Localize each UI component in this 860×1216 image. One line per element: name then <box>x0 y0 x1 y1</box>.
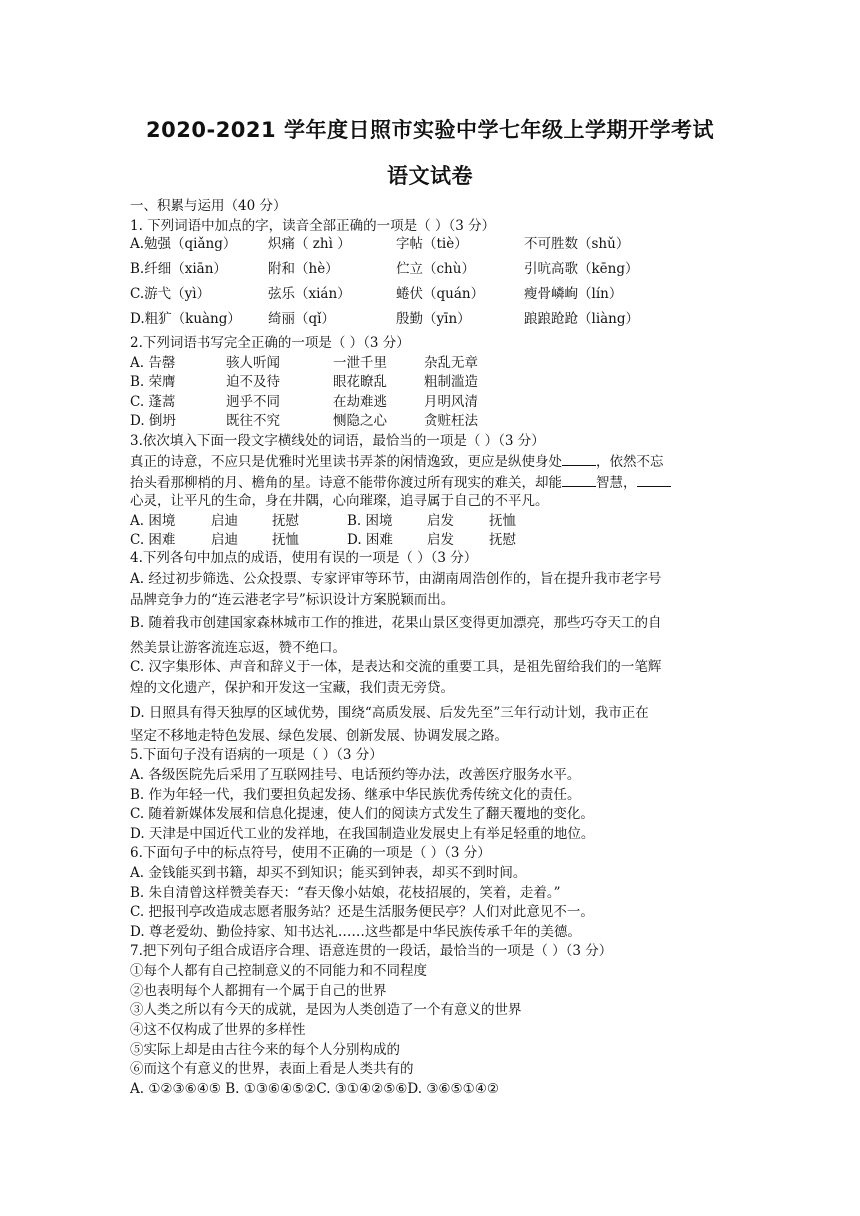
q3-option: 抚慰 <box>272 513 299 529</box>
q3-option: 启迪 <box>211 532 238 548</box>
q3-text: ，依然不忘 <box>596 454 664 470</box>
q4-option-line: 然美景让游客流连忘返，赞不绝口。 <box>130 640 346 656</box>
q3-option: A. 困境 <box>130 513 176 529</box>
q1-option: 瘦骨嶙峋（lín） <box>524 286 623 302</box>
q3-option: 启发 <box>427 532 454 548</box>
q4-option-line: A. 经过初步筛选、公众投票、专家评审等环节，由湖南周浩创作的，旨在提升我市老字号 <box>130 571 662 587</box>
q5-option: A. 各级医院先后采用了互联网挂号、电话预约等办法，改善医疗服务水平。 <box>130 767 581 783</box>
q3-option: 启发 <box>427 513 454 529</box>
q1-option: 蜷伏（quán） <box>396 286 485 302</box>
question-4-stem: 4.下列各句中加点的成语，使用有误的一项是（ ）（3 分） <box>130 550 478 566</box>
q1-option: 殷勤（yīn） <box>396 311 471 327</box>
q3-passage-line <box>130 472 730 493</box>
q6-option: C. 把报刊亭改造成志愿者服务站？还是生活服务便民亭？人们对此意见不一。 <box>130 904 594 920</box>
q3-option: 抚恤 <box>489 513 516 529</box>
q7-options: A. ①②③⑥④⑤ B. ①③⑥④⑤②C. ③①④②⑤⑥D. ③⑥⑤①④② <box>130 1081 499 1097</box>
q7-sentence: ③人类之所以有今天的成就，是因为人类创造了一个有意义的世界 <box>130 1002 522 1018</box>
q1-option: 弦乐（xián） <box>268 286 351 302</box>
q4-option-line: D. 日照具有得天独厚的区域优势，围绕“高质发展、后发先至”三年行动计划，我市正在 <box>130 705 649 721</box>
question-6-stem: 6.下面句子中的标点符号，使用不正确的一项是（ ）（3 分） <box>130 845 491 861</box>
question-2-stem: 2.下列词语书写完全正确的一项是（ ）（3 分） <box>130 335 410 351</box>
q2-option: C. 蓬蒿 <box>130 394 176 410</box>
q3-passage-line <box>130 451 730 472</box>
q3-option: D. 困难 <box>347 532 393 548</box>
question-1-stem: 1. 下列词语中加点的字，读音全部正确的一项是（ ）（3 分） <box>130 218 496 234</box>
q5-option: C. 随着新媒体发展和信息化提速，使人们的阅读方式发生了翻天覆地的变化。 <box>130 806 594 822</box>
q1-option: 伫立（chù） <box>396 261 475 277</box>
q5-option: B. 作为年轻一代，我们要担负起发扬、继承中华民族优秀传统文化的责任。 <box>130 787 581 803</box>
question-3-stem: 3.依次填入下面一段文字横线处的词语，最恰当的一项是（ ）（3 分） <box>130 433 545 449</box>
q2-option: A. 告罄 <box>130 355 176 371</box>
q7-sentence: ④这不仅构成了世界的多样性 <box>130 1022 306 1038</box>
q2-option: B. 荣膺 <box>130 374 176 390</box>
q7-sentence: ⑤实际上却是由古往今来的每个人分别构成的 <box>130 1042 400 1058</box>
q2-option: 月明风清 <box>424 394 478 410</box>
question-5-stem: 5.下面句子没有语病的一项是（ ）（3 分） <box>130 747 383 763</box>
section-heading: 一、积累与运用（40 分） <box>130 198 287 214</box>
q2-option: 粗制滥造 <box>424 374 478 390</box>
question-7-stem: 7.把下列句子组合成语序合理、语意连贯的一段话，最恰当的一项是（ ）（3 分） <box>130 943 613 959</box>
q2-option: 恻隐之心 <box>333 413 387 429</box>
q7-sentence: ⑥而这个有意义的世界，表面上看是人类共有的 <box>130 1061 414 1077</box>
q3-option: C. 困难 <box>130 532 176 548</box>
q3-option: 抚慰 <box>489 532 516 548</box>
q4-option-line: 品牌竞争力的“连云港老字号”标识设计方案脱颖而出。 <box>130 592 455 608</box>
q4-option-line: C. 汉字集形体、声音和辞义于一体，是表达和交流的重要工具，是祖先留给我们的一笔辉 <box>130 659 662 675</box>
q2-option: D. 倒坍 <box>130 413 176 429</box>
q1-option: 绮丽（qǐ） <box>268 311 335 327</box>
q6-option: D. 尊老爱幼、勤俭持家、知书达礼……这些都是中华民族传承千年的美德。 <box>130 924 581 940</box>
q1-option: D.粗犷（kuàng） <box>130 311 241 327</box>
q4-option-line: 煌的文化遗产，保护和开发这一宝藏，我们责无旁贷。 <box>130 680 454 696</box>
q4-option-line: 坚定不移地走特色发展、绿色发展、创新发展、协调发展之路。 <box>130 728 508 744</box>
q7-sentence: ②也表明每个人都拥有一个属于自己的世界 <box>130 983 387 999</box>
q4-option-line: B. 随着我市创建国家森林城市工作的推进，花果山景区变得更加漂亮，那些巧夺天工的自 <box>130 615 662 631</box>
q5-option: D. 天津是中国近代工业的发祥地，在我国制造业发展史上有举足轻重的地位。 <box>130 826 595 842</box>
fill-blank <box>637 472 671 487</box>
q1-option: 附和（hè） <box>268 261 339 277</box>
q1-option: 炽痛（ zhì ） <box>268 236 351 252</box>
q3-option: B. 困境 <box>347 513 393 529</box>
q3-option: 抚恤 <box>272 532 299 548</box>
q1-option: C.游弋（yì） <box>130 286 211 302</box>
q3-text: 智慧， <box>596 475 637 491</box>
q1-option: 字帖（tiè） <box>396 236 468 252</box>
q1-option: B.纤细（xiān） <box>130 261 227 277</box>
q6-option: B. 朱自清曾这样赞美春天：“春天像小姑娘，花枝招展的，笑着，走着。” <box>130 885 561 901</box>
fill-blank <box>562 472 596 487</box>
q2-option: 在劫难逃 <box>333 394 387 410</box>
q2-option: 一泄千里 <box>333 355 387 371</box>
q1-option: 引吭高歌（kēng） <box>524 261 639 277</box>
q2-option: 既往不究 <box>226 413 280 429</box>
q2-option: 贪赃枉法 <box>424 413 478 429</box>
q6-option: A. 金钱能买到书籍，却买不到知识；能买到钟表，却买不到时间。 <box>130 865 527 881</box>
exam-title: 2020-2021 学年度日照市实验中学七年级上学期开学考试 <box>146 118 714 142</box>
q1-option: 不可胜数（shǔ） <box>524 236 630 252</box>
q3-text: 抬头看那柳梢的月、檐角的星。诗意不能带你渡过所有现实的难关，却能 <box>130 475 562 491</box>
q1-option: A.勉强（qiǎng） <box>130 236 237 252</box>
fill-blank <box>562 451 596 466</box>
q2-option: 骇人听闻 <box>226 355 280 371</box>
q2-option: 迫不及待 <box>226 374 280 390</box>
exam-subtitle: 语文试卷 <box>387 164 473 188</box>
q3-passage-line: 心灵，让平凡的生命，身在井隅，心向璀璨，追寻属于自己的不平凡。 <box>130 493 549 509</box>
q7-sentence: ①每个人都有自己控制意义的不同能力和不同程度 <box>130 963 427 979</box>
q1-option: 踉踉跄跄（liàng） <box>524 311 640 327</box>
q2-option: 迥乎不同 <box>226 394 280 410</box>
q2-option: 眼花瞭乱 <box>333 374 387 390</box>
q2-option: 杂乱无章 <box>424 355 478 371</box>
q3-text: 真正的诗意，不应只是优雅时光里读书弄茶的闲情逸致，更应是纵使身处 <box>130 454 562 470</box>
q3-option: 启迪 <box>211 513 238 529</box>
